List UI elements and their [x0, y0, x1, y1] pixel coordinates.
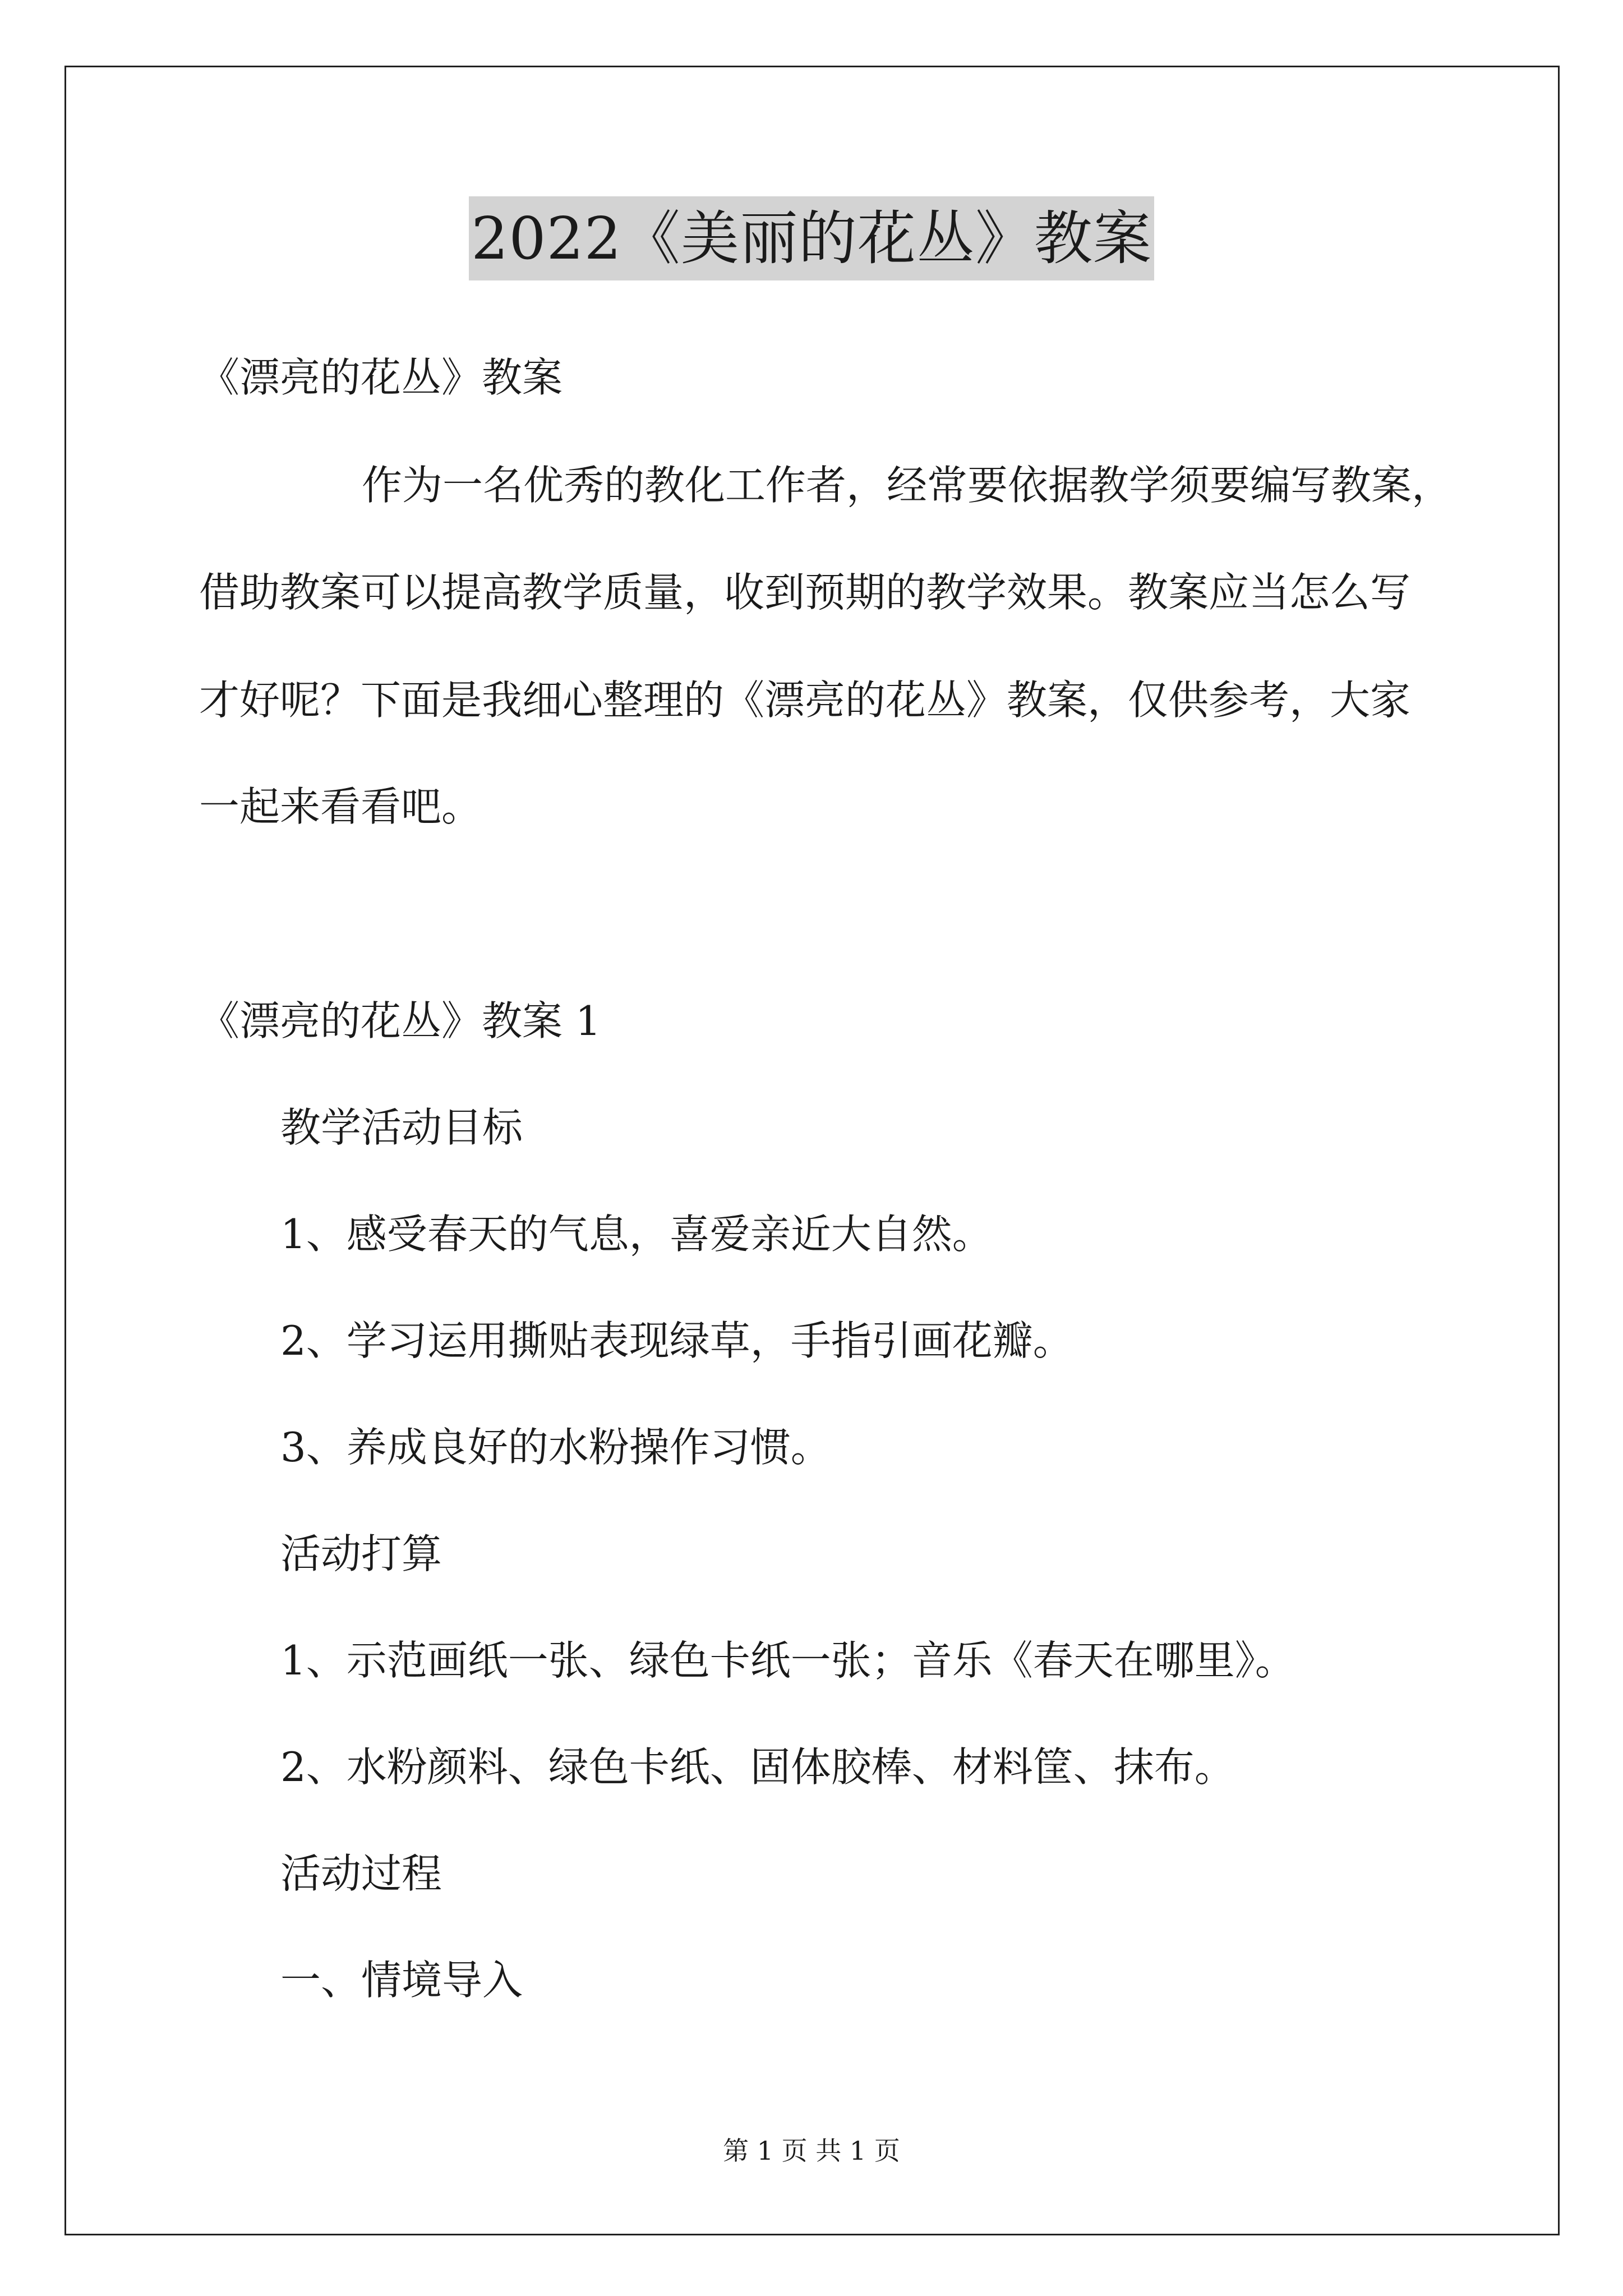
- body-line: 活动打算: [280, 1530, 442, 1577]
- title-container: [0, 196, 1623, 280]
- intro-line: 作为一名优秀的教化工作者，经常要依据教学须要编写教案，: [362, 462, 1453, 509]
- intro-line: 一起来看看吧。: [199, 783, 482, 830]
- body-line: 3、养成良好的水粉操作习惯。: [280, 1424, 831, 1471]
- body-line: 2、水粉颜料、绿色卡纸、固体胶棒、材料筐、抹布。: [280, 1743, 1235, 1791]
- intro-line: 才好呢？下面是我细心整理的《漂亮的花丛》教案，仅供参考，大家: [199, 677, 1411, 724]
- body-line: 1、示范画纸一张、绿色卡纸一张；音乐《春天在哪里》。: [280, 1637, 1295, 1684]
- intro-line: 借助教案可以提高教学质量，收到预期的教学效果。教案应当怎么写: [199, 569, 1411, 616]
- page-footer: 第 1 页 共 1 页: [723, 2136, 900, 2166]
- body-line: 活动过程: [280, 1850, 442, 1897]
- document-title: 2022《美丽的花丛》教案: [469, 196, 1154, 280]
- body-line: 2、学习运用撕贴表现绿草，手指引画花瓣。: [280, 1317, 1073, 1364]
- body-line: 1、感受春天的气息，喜爱亲近大自然。: [280, 1211, 993, 1258]
- document-subtitle: 《漂亮的花丛》教案: [199, 354, 563, 401]
- body-line: 一、情境导入: [280, 1957, 523, 2004]
- section-title: 《漂亮的花丛》教案 1: [199, 997, 601, 1045]
- body-line: 教学活动目标: [280, 1104, 523, 1151]
